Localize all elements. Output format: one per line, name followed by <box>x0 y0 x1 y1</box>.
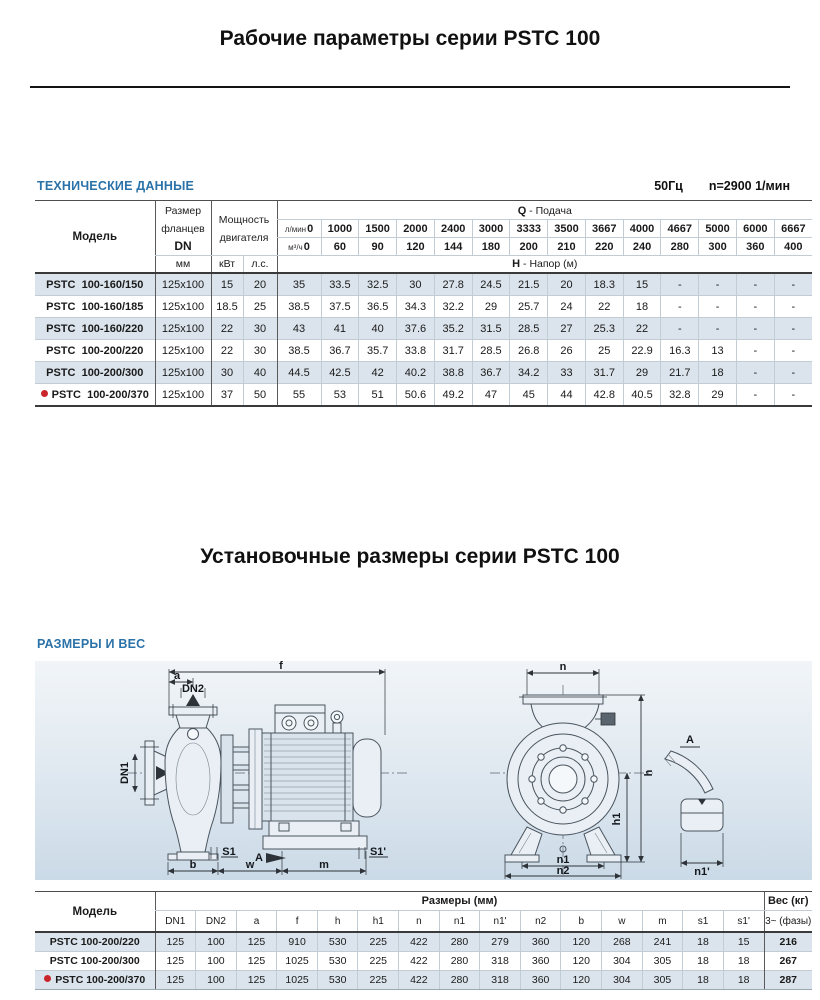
value-cell: 45 <box>510 384 548 407</box>
table-row <box>35 273 812 296</box>
dims-section-title: РАЗМЕРЫ И ВЕС <box>37 637 146 651</box>
value-cell: - <box>661 273 699 296</box>
value-cell: 30 <box>243 318 277 340</box>
value-cell: 318 <box>480 952 521 971</box>
weight-header: Вес (кг) <box>764 892 812 911</box>
frequency-value: 50Гц <box>654 179 683 193</box>
dimensions-table <box>35 891 812 990</box>
value-cell: 125 <box>236 952 277 971</box>
value-cell: 125x100 <box>155 362 211 384</box>
weight-cell: 216 <box>764 932 812 952</box>
q-value-cell: 240 <box>623 238 661 256</box>
power-unit-hp: л.с. <box>243 256 277 274</box>
value-cell: 35.7 <box>359 340 397 362</box>
value-cell: 280 <box>439 971 480 990</box>
label-n: n <box>559 661 567 673</box>
power-line1: Мощность <box>218 214 270 226</box>
q-value-cell: 2000 <box>397 220 435 238</box>
value-cell: 15 <box>723 932 764 952</box>
model-name: PSTC 100-200/370 <box>35 384 155 407</box>
q-value-cell: 3333 <box>510 220 548 238</box>
value-cell: - <box>774 362 812 384</box>
value-cell: 304 <box>602 971 643 990</box>
table-row <box>35 932 812 952</box>
value-cell: 360 <box>520 971 561 990</box>
q-value-cell: л/мин0 <box>277 220 321 238</box>
dim-col-header: w <box>602 911 643 933</box>
value-cell: 26 <box>548 340 586 362</box>
value-cell: - <box>736 362 774 384</box>
model-name: PSTC 100-160/185 <box>35 296 155 318</box>
table-row <box>35 362 812 384</box>
dim-col-header: s1' <box>723 911 764 933</box>
value-cell: 225 <box>358 971 399 990</box>
value-cell: 225 <box>358 932 399 952</box>
flange-line1: Размер <box>164 205 202 217</box>
value-cell: 37 <box>211 384 243 407</box>
value-cell: 42.8 <box>585 384 623 407</box>
outlet-arrow-icon <box>186 694 200 706</box>
value-cell: 268 <box>602 932 643 952</box>
value-cell: 28.5 <box>472 340 510 362</box>
model-name: PSTC 100-200/370 <box>35 971 155 990</box>
dim-col-header: n1' <box>480 911 521 933</box>
q-value-cell: 4667 <box>661 220 699 238</box>
value-cell: - <box>774 384 812 407</box>
value-cell: 22 <box>211 318 243 340</box>
value-cell: 15 <box>623 273 661 296</box>
value-cell: 530 <box>317 932 358 952</box>
value-cell: 318 <box>480 971 521 990</box>
value-cell: 36.7 <box>472 362 510 384</box>
value-cell: 13 <box>699 340 737 362</box>
label-view-a: A <box>255 852 263 864</box>
value-cell: 120 <box>561 971 602 990</box>
q-value-cell: 5000 <box>699 220 737 238</box>
tech-data-table <box>35 200 812 407</box>
value-cell: 21.5 <box>510 273 548 296</box>
value-cell: 280 <box>439 932 480 952</box>
label-b: b <box>189 859 197 871</box>
q-value-cell: 6000 <box>736 220 774 238</box>
label-h: h <box>643 769 655 777</box>
label-f: f <box>279 661 283 672</box>
dims-col-model: Модель <box>35 892 155 933</box>
tech-section-title: ТЕХНИЧЕСКИЕ ДАННЫЕ <box>37 179 195 193</box>
value-cell: 32.5 <box>359 273 397 296</box>
dims-header-row-1 <box>35 892 812 911</box>
h-symbol: H <box>512 258 521 270</box>
value-cell: 34.2 <box>510 362 548 384</box>
value-cell: - <box>661 296 699 318</box>
value-cell: 44.5 <box>277 362 321 384</box>
value-cell: 44 <box>548 384 586 407</box>
divider-line <box>30 86 790 88</box>
value-cell: - <box>736 296 774 318</box>
q-value-cell: 400 <box>774 238 812 256</box>
value-cell: 47 <box>472 384 510 407</box>
page-title-2: Установочные размеры серии PSTC 100 <box>200 545 620 568</box>
value-cell: 32.2 <box>434 296 472 318</box>
model-name: PSTC 100-200/300 <box>35 952 155 971</box>
value-cell: 530 <box>317 971 358 990</box>
q-value-cell: 210 <box>548 238 586 256</box>
value-cell: - <box>774 340 812 362</box>
value-cell: 40 <box>359 318 397 340</box>
model-name: PSTC 100-200/300 <box>35 362 155 384</box>
value-cell: 125x100 <box>155 296 211 318</box>
value-cell: 35 <box>277 273 321 296</box>
value-cell: 37.5 <box>321 296 359 318</box>
value-cell: 22.9 <box>623 340 661 362</box>
value-cell: 36.5 <box>359 296 397 318</box>
value-cell: 18.3 <box>585 273 623 296</box>
value-cell: 125x100 <box>155 273 211 296</box>
value-cell: 31.7 <box>434 340 472 362</box>
table-row <box>35 971 812 990</box>
label-a: a <box>173 670 181 682</box>
flange-unit-mm: мм <box>155 256 211 274</box>
label-n1-prime: n1' <box>694 866 710 878</box>
dim-col-header: DN1 <box>155 911 196 933</box>
dim-col-header: h <box>317 911 358 933</box>
value-cell: 25 <box>243 296 277 318</box>
pump-drawing <box>35 661 812 880</box>
col-header-model: Модель <box>35 201 155 274</box>
speed-value: n=2900 1/мин <box>708 179 790 193</box>
value-cell: 33.5 <box>321 273 359 296</box>
value-cell: 30 <box>211 362 243 384</box>
value-cell: - <box>774 296 812 318</box>
value-cell: 279 <box>480 932 521 952</box>
value-cell: 1025 <box>277 952 318 971</box>
dims-section-header <box>37 637 790 651</box>
value-cell: - <box>736 273 774 296</box>
weight-cell: 267 <box>764 952 812 971</box>
value-cell: 35.2 <box>434 318 472 340</box>
sizes-header: Размеры (мм) <box>155 892 764 911</box>
q-suffix: - Подача <box>526 205 572 217</box>
value-cell: 422 <box>399 952 440 971</box>
tech-header-row-1 <box>35 201 812 220</box>
dims-table-body <box>35 932 812 990</box>
dim-col-header: a <box>236 911 277 933</box>
label-s1-prime: S1' <box>369 846 387 858</box>
q-value-cell: м³/ч0 <box>277 238 321 256</box>
value-cell: 360 <box>520 952 561 971</box>
value-cell: 29 <box>472 296 510 318</box>
value-cell: 22 <box>623 318 661 340</box>
power-line2: двигателя <box>219 232 269 244</box>
value-cell: 304 <box>602 952 643 971</box>
value-cell: 24.5 <box>472 273 510 296</box>
dim-col-header: DN2 <box>196 911 237 933</box>
q-value-cell: 4000 <box>623 220 661 238</box>
value-cell: 28.5 <box>510 318 548 340</box>
q-symbol: Q <box>517 205 527 217</box>
table-row <box>35 296 812 318</box>
value-cell: 1025 <box>277 971 318 990</box>
value-cell: - <box>774 273 812 296</box>
dim-col-header: n <box>399 911 440 933</box>
dim-col-header: m <box>642 911 683 933</box>
table-row <box>35 952 812 971</box>
value-cell: 16.3 <box>661 340 699 362</box>
q-value-cell: 1000 <box>321 220 359 238</box>
value-cell: 31.7 <box>585 362 623 384</box>
red-dot-icon <box>44 975 51 982</box>
value-cell: 120 <box>561 952 602 971</box>
value-cell: 15 <box>211 273 243 296</box>
q-value-cell: 360 <box>736 238 774 256</box>
value-cell: 42.5 <box>321 362 359 384</box>
side-view-drawing <box>119 661 407 875</box>
value-cell: 18 <box>723 952 764 971</box>
value-cell: 125 <box>236 971 277 990</box>
value-cell: 25.3 <box>585 318 623 340</box>
value-cell: 50.6 <box>397 384 435 407</box>
value-cell: 36.7 <box>321 340 359 362</box>
value-cell: 41 <box>321 318 359 340</box>
label-w: w <box>245 859 255 871</box>
value-cell: 40.5 <box>623 384 661 407</box>
value-cell: 50 <box>243 384 277 407</box>
value-cell: - <box>736 318 774 340</box>
value-cell: 280 <box>439 952 480 971</box>
power-unit-kw: кВт <box>211 256 243 274</box>
model-name: PSTC 100-200/220 <box>35 932 155 952</box>
q-unit-label: м³/ч <box>288 242 303 252</box>
dim-col-header: s1 <box>683 911 724 933</box>
value-cell: 33 <box>548 362 586 384</box>
value-cell: 25 <box>585 340 623 362</box>
value-cell: - <box>699 318 737 340</box>
value-cell: 38.8 <box>434 362 472 384</box>
value-cell: 125 <box>155 971 196 990</box>
value-cell: 225 <box>358 952 399 971</box>
label-dn2: DN2 <box>181 683 205 695</box>
q-value-cell: 60 <box>321 238 359 256</box>
label-h1: h1 <box>611 812 623 826</box>
model-name: PSTC 100-200/220 <box>35 340 155 362</box>
q-value-cell: 3667 <box>585 220 623 238</box>
dim-col-header: b <box>561 911 602 933</box>
value-cell: 305 <box>642 971 683 990</box>
value-cell: 43 <box>277 318 321 340</box>
label-s1: S1 <box>222 846 236 858</box>
value-cell: 38.5 <box>277 340 321 362</box>
value-cell: 38.5 <box>277 296 321 318</box>
value-cell: 305 <box>642 952 683 971</box>
value-cell: 100 <box>196 971 237 990</box>
value-cell: 27 <box>548 318 586 340</box>
operating-conditions <box>654 177 790 195</box>
value-cell: 125 <box>155 932 196 952</box>
dim-col-header: n2 <box>520 911 561 933</box>
q-value-cell: 3000 <box>472 220 510 238</box>
tech-section-header <box>37 177 790 195</box>
value-cell: 33.8 <box>397 340 435 362</box>
value-cell: 125 <box>155 952 196 971</box>
value-cell: 125x100 <box>155 384 211 407</box>
table-row <box>35 340 812 362</box>
value-cell: 910 <box>277 932 318 952</box>
value-cell: 125x100 <box>155 340 211 362</box>
value-cell: 53 <box>321 384 359 407</box>
q-value-cell: 220 <box>585 238 623 256</box>
value-cell: 29 <box>623 362 661 384</box>
value-cell: 30 <box>243 340 277 362</box>
label-m: m <box>319 859 329 871</box>
q-unit-label: л/мин <box>284 224 307 234</box>
flange-dn: DN <box>174 239 192 253</box>
value-cell: 37.6 <box>397 318 435 340</box>
value-cell: 18.5 <box>211 296 243 318</box>
q-value-cell: 2400 <box>434 220 472 238</box>
value-cell: 18 <box>683 932 724 952</box>
value-cell: 530 <box>317 952 358 971</box>
dim-col-header: n1 <box>439 911 480 933</box>
q-value-cell: 90 <box>359 238 397 256</box>
label-n1: n1 <box>556 854 570 866</box>
value-cell: 18 <box>723 971 764 990</box>
value-cell: 27.8 <box>434 273 472 296</box>
value-cell: 40.2 <box>397 362 435 384</box>
value-cell: 26.8 <box>510 340 548 362</box>
q-value-cell: 280 <box>661 238 699 256</box>
q-flow-header <box>277 201 812 220</box>
value-cell: 20 <box>243 273 277 296</box>
red-dot-icon <box>41 390 48 397</box>
value-cell: 18 <box>683 971 724 990</box>
q-value-cell: 300 <box>699 238 737 256</box>
dim-col-header: f <box>277 911 318 933</box>
value-cell: 24 <box>548 296 586 318</box>
front-view-drawing <box>490 661 655 879</box>
value-cell: - <box>736 384 774 407</box>
model-name: PSTC 100-160/150 <box>35 273 155 296</box>
value-cell: 422 <box>399 971 440 990</box>
value-cell: 49.2 <box>434 384 472 407</box>
q-value-cell: 200 <box>510 238 548 256</box>
dim-col-header: h1 <box>358 911 399 933</box>
q-value-cell: 180 <box>472 238 510 256</box>
label-dn1: DN1 <box>119 761 131 785</box>
value-cell: 18 <box>623 296 661 318</box>
q-value-cell: 1500 <box>359 220 397 238</box>
value-cell: 31.5 <box>472 318 510 340</box>
value-cell: 100 <box>196 952 237 971</box>
dimension-diagram <box>35 661 812 880</box>
col-header-flange <box>155 201 211 256</box>
value-cell: 20 <box>548 273 586 296</box>
value-cell: - <box>774 318 812 340</box>
value-cell: 40 <box>243 362 277 384</box>
value-cell: - <box>661 318 699 340</box>
value-cell: 241 <box>642 932 683 952</box>
table-row <box>35 318 812 340</box>
model-name: PSTC 100-160/220 <box>35 318 155 340</box>
weight-cell: 287 <box>764 971 812 990</box>
view-direction-icon <box>266 853 286 863</box>
value-cell: 125 <box>236 932 277 952</box>
h-head-header <box>277 256 812 274</box>
value-cell: - <box>736 340 774 362</box>
value-cell: 55 <box>277 384 321 407</box>
label-n2: n2 <box>556 865 570 877</box>
value-cell: 42 <box>359 362 397 384</box>
value-cell: 29 <box>699 384 737 407</box>
value-cell: - <box>699 273 737 296</box>
value-cell: 100 <box>196 932 237 952</box>
q-value-cell: 144 <box>434 238 472 256</box>
q-value-cell: 3500 <box>548 220 586 238</box>
value-cell: 32.8 <box>661 384 699 407</box>
value-cell: 22 <box>211 340 243 362</box>
value-cell: 34.3 <box>397 296 435 318</box>
detail-a-drawing <box>664 734 723 878</box>
value-cell: 120 <box>561 932 602 952</box>
value-cell: 125x100 <box>155 318 211 340</box>
value-cell: 21.7 <box>661 362 699 384</box>
q-value-cell: 6667 <box>774 220 812 238</box>
value-cell: 18 <box>683 952 724 971</box>
value-cell: 18 <box>699 362 737 384</box>
value-cell: 22 <box>585 296 623 318</box>
value-cell: 25.7 <box>510 296 548 318</box>
flange-line2: фланцев <box>161 223 205 235</box>
table-row <box>35 384 812 407</box>
value-cell: 30 <box>397 273 435 296</box>
value-cell: 422 <box>399 932 440 952</box>
value-cell: - <box>699 296 737 318</box>
label-detail-a: A <box>686 734 694 746</box>
page-title: Рабочие параметры серии PSTC 100 <box>219 27 601 50</box>
h-suffix: - Напор (м) <box>520 258 578 270</box>
value-cell: 51 <box>359 384 397 407</box>
value-cell: 360 <box>520 932 561 952</box>
col-header-power <box>211 201 277 256</box>
tech-table-body <box>35 273 812 406</box>
q-value-cell: 120 <box>397 238 435 256</box>
phases-header: 3~ (фазы) <box>764 911 812 933</box>
